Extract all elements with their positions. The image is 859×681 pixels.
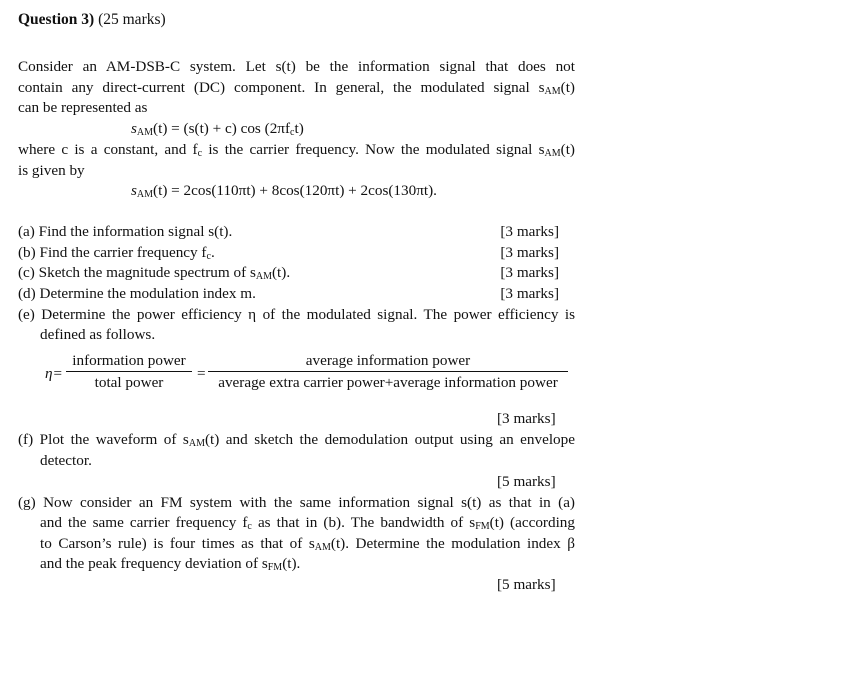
intro-line-2-tail: (t) <box>560 79 575 96</box>
fraction-1 <box>66 352 192 392</box>
part-g-line-4-sub: FM <box>267 562 283 573</box>
part-b-marks: [3 marks] <box>500 244 559 261</box>
part-c-label: (c) Sketch the magnitude spectrum of s <box>18 264 256 281</box>
part-g-line-3 <box>40 535 575 553</box>
part-c-sub: AM <box>255 271 272 282</box>
question-total-marks: (25 marks) <box>98 11 166 28</box>
part-a-marks: [3 marks] <box>500 223 559 240</box>
intro-line-1: Consider an AM-DSB-C system. Let s(t) be the information signal that does not <box>18 58 575 75</box>
eta-symbol: η= <box>45 365 63 382</box>
intro-line-5: is given by <box>18 162 85 179</box>
intro-line-2-text: contain any direct-current (DC) component. In general, the modulated signal s <box>18 79 545 96</box>
part-g-line-2-b: as that in (b). The bandwidth of s <box>251 514 476 531</box>
part-f-line-1-sub: AM <box>188 438 205 449</box>
fraction-1-numerator: information power <box>72 352 186 369</box>
intro-line-4 <box>18 141 575 159</box>
intro-line-4-c: (t) <box>560 141 575 158</box>
fraction-1-bar <box>66 371 192 372</box>
intro-line-4-sub2: AM <box>544 148 561 159</box>
part-g-line-2-c: (t) (according <box>489 514 575 531</box>
part-g-line-2 <box>40 514 575 532</box>
intro-line-4-a: where c is a constant, and f <box>18 141 198 158</box>
part-c-tail: (t). <box>272 264 291 281</box>
intro-line-4-sub: c <box>197 148 203 159</box>
given-eq-rhs: (t) = 2cos(110πt) + 8cos(120πt) + 2cos(130πt). <box>153 182 437 199</box>
part-a-label: (a) Find the information signal s(t). <box>18 223 233 240</box>
part-f-line-1-b: (t) and sketch the demodulation output using an envelope <box>204 431 575 448</box>
part-e-marks: [3 marks] <box>497 410 556 427</box>
part-g-line-2-sub2: FM <box>475 521 490 532</box>
fraction-1-denominator: total power <box>94 374 164 391</box>
intro-line-3: can be represented as <box>18 99 148 116</box>
part-g-line-1: (g) Now consider an FM system with the same information signal s(t) as that in (a) <box>18 494 575 511</box>
general-eq-sub: AM <box>136 127 154 138</box>
part-d-marks: [3 marks] <box>500 285 559 302</box>
part-g-line-3-sub: AM <box>314 542 331 553</box>
general-eq-end: t) <box>294 120 304 137</box>
fraction-2 <box>208 352 568 392</box>
part-d <box>18 285 559 303</box>
question-number: Question 3) <box>18 11 95 28</box>
part-g-line-4-a: and the peak frequency deviation of s <box>40 555 268 572</box>
part-b-tail: . <box>210 244 215 261</box>
given-eq-sub: AM <box>136 189 154 200</box>
given-eq-lhs: s <box>131 182 137 199</box>
part-g-line-2-sub: c <box>247 521 252 532</box>
fraction-2-bar <box>208 371 568 372</box>
part-a <box>18 223 559 241</box>
part-e-line-1: (e) Determine the power efficiency η of the modulated signal. The power efficiency is <box>18 306 575 323</box>
part-c <box>18 264 559 282</box>
part-b <box>18 244 559 262</box>
part-b-sub: c <box>206 251 211 262</box>
part-f-line-2: detector. <box>40 452 92 469</box>
part-g-marks: [5 marks] <box>497 576 556 593</box>
part-g-line-3-a: to Carson’s rule) is four times as that of s <box>40 535 315 552</box>
intro-line-2 <box>18 79 575 97</box>
intro-line-2-sub: AM <box>544 86 561 97</box>
part-f-marks: [5 marks] <box>497 473 556 490</box>
general-eq-lhs: s <box>131 120 137 137</box>
general-eq-rhs: (t) = (s(t) + c) cos (2πf <box>153 120 291 137</box>
part-g-line-4-b: (t). <box>282 555 301 572</box>
power-efficiency-formula <box>40 352 575 398</box>
question-heading <box>18 11 166 29</box>
part-f-line-1 <box>18 431 575 449</box>
given-am-equation <box>131 182 437 200</box>
part-g-line-4 <box>40 555 300 573</box>
part-c-marks: [3 marks] <box>500 264 559 281</box>
part-g-line-3-b: (t). Determine the modulation index β <box>330 535 575 552</box>
part-b-label: (b) Find the carrier frequency f <box>18 244 207 261</box>
equals-sign: = <box>197 365 206 382</box>
general-eq-csub: c <box>290 127 295 138</box>
intro-line-4-b: is the carrier frequency. Now the modulated signal s <box>202 141 545 158</box>
part-g-line-2-a: and the same carrier frequency f <box>40 514 248 531</box>
part-d-label: (d) Determine the modulation index m. <box>18 285 256 302</box>
general-am-equation <box>131 120 304 138</box>
part-e-line-2: defined as follows. <box>40 326 156 343</box>
fraction-2-denominator: average extra carrier power+average information power <box>218 374 558 391</box>
part-f-line-1-a: (f) Plot the waveform of s <box>18 431 189 448</box>
fraction-2-numerator: average information power <box>305 352 471 369</box>
